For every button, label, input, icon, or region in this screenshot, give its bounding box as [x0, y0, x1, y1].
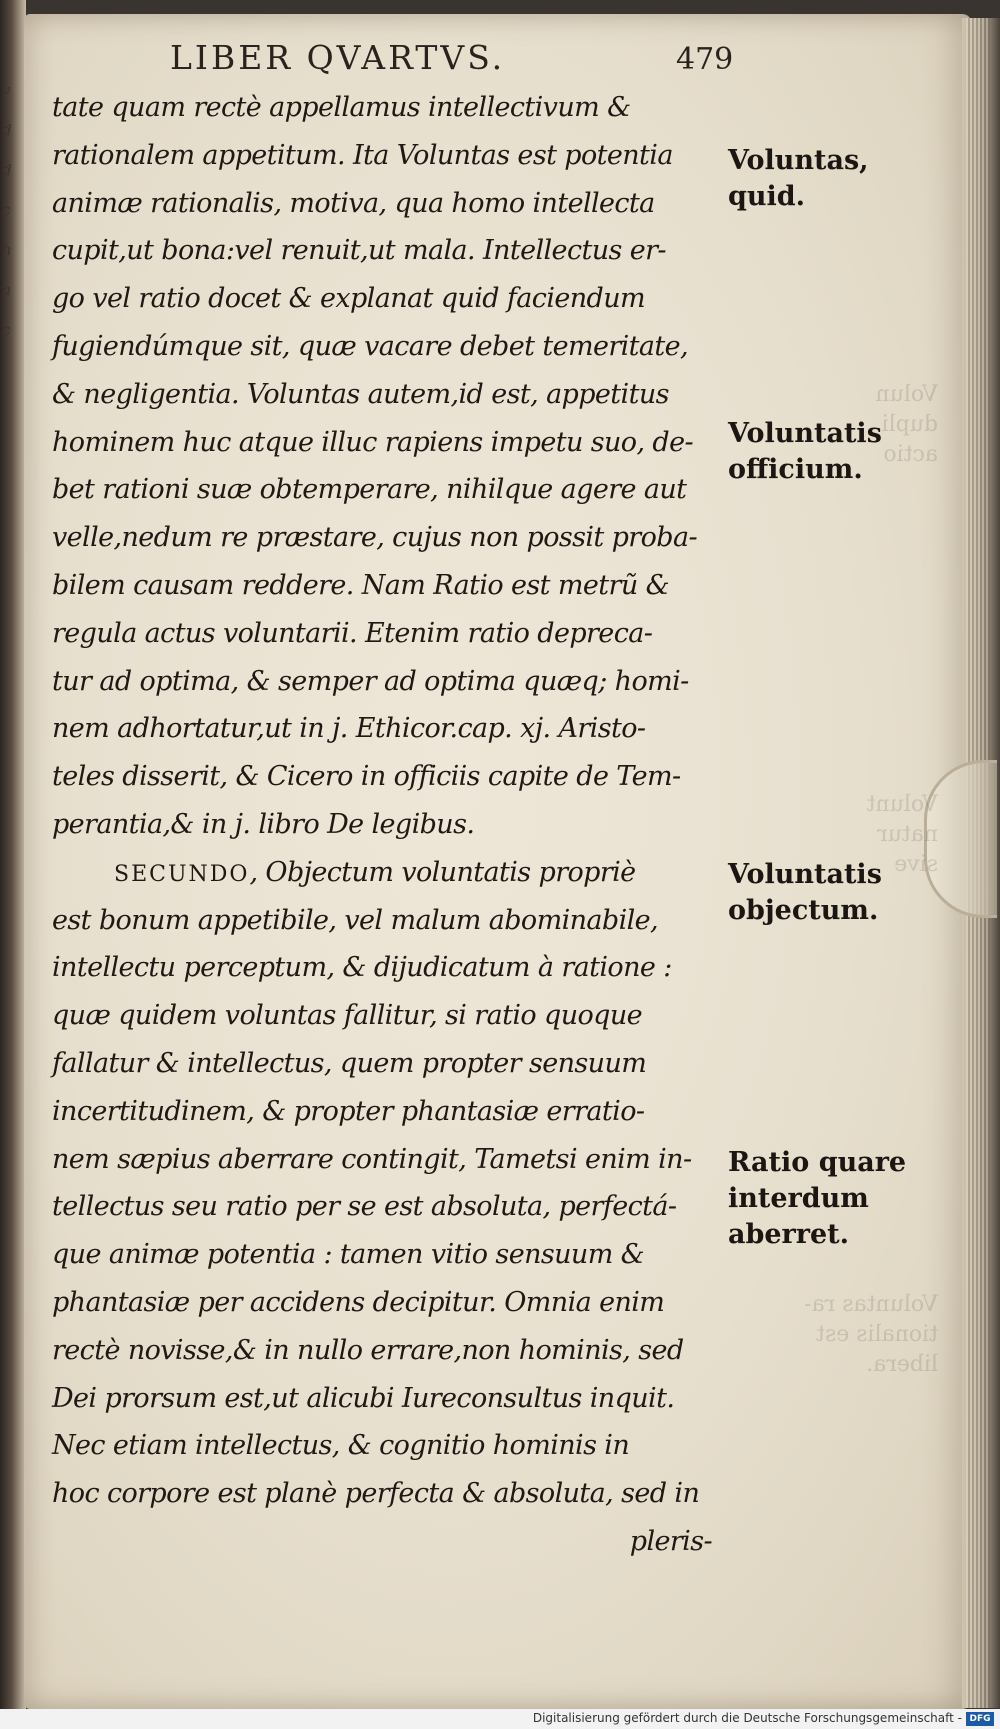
margin-note — [728, 1145, 928, 1253]
text-line: tate quam rectè appellamus intellectivum & — [52, 92, 631, 123]
text-line: tellectus seu ratio per se est absoluta, perfectá- — [52, 1191, 677, 1223]
text-line: est bonum appetibile, vel malum abominabile, — [52, 904, 659, 936]
catchword: pleris- — [629, 1525, 712, 1557]
text-line: Nec etiam intellectus, & cognitio hominis in — [52, 1430, 630, 1462]
margin-note — [728, 143, 928, 215]
text-line: animæ rationalis, motiva, qua homo intellecta — [52, 187, 655, 219]
text-line: & negligentia. Voluntas autem,id est, appetitus — [52, 378, 669, 410]
bleed-through-text: Voluntas ra- tionalis est libera. — [804, 1292, 938, 1377]
footer-bar — [0, 1709, 1000, 1729]
text-line: quæ quidem voluntas fallitur, si ratio quoque — [52, 1000, 643, 1032]
bleed-through-text: Volun dupli actio — [875, 382, 938, 467]
text-line: intellectu perceptum, & dijudicatum à ratione : — [52, 952, 672, 984]
text-line: bilem causam reddere. Nam Ratio est metrũ & — [52, 569, 670, 601]
margin-note-line: objectum. — [728, 895, 879, 926]
margin-note-line: officium. — [728, 454, 863, 485]
text-line: bet rationi suæ obtemperare, nihilque agere aut — [52, 474, 687, 506]
text-line: nem adhortatur,ut in j. Ethicor.cap. xj. Aristo- — [52, 713, 646, 745]
main-text — [52, 84, 722, 1566]
text-line: perantia,& in j. libro De legibus. — [52, 808, 475, 840]
paragraph-lead-word: SECUNDO — [114, 861, 250, 887]
margin-note — [728, 416, 928, 488]
text-line: Dei prorsum est,ut alicubi Iureconsultus inquit. — [52, 1382, 675, 1414]
paragraph-start-line — [52, 849, 722, 897]
page-number: 479 — [676, 42, 734, 77]
text-line: regula actus voluntarii. Etenim ratio depreca- — [52, 617, 653, 649]
page-header — [170, 38, 734, 84]
margin-note-line: Voluntatis — [728, 859, 882, 890]
text-line: hominem huc atque illuc rapiens impetu suo, de- — [52, 426, 693, 458]
text-line: fugiendúmque sit, quæ vacare debet temeritate, — [52, 330, 689, 362]
facing-page-fragment: v d d c h a c — [2, 81, 12, 339]
text-line: que animæ potentia : tamen vitio sensuum & — [52, 1239, 645, 1271]
dfg-logo-icon: DFG — [966, 1712, 994, 1726]
text-line: tur ad optima, & semper ad optima quæq; homi- — [52, 665, 689, 697]
footer-credit: Digitalisierung gefördert durch die Deutsche Forschungsgemeinschaft - — [532, 1711, 962, 1725]
margin-note-line: aberret. — [728, 1219, 850, 1250]
margin-note-line: Voluntas, — [728, 145, 869, 176]
text-line: velle,nedum re præstare, cujus non possit proba- — [52, 522, 697, 554]
text-line: teles disserit, & Cicero in officiis capite de Tem- — [52, 761, 681, 793]
running-head: LIBER QVARTVS. — [170, 38, 506, 77]
margin-note-line: quid. — [728, 181, 806, 212]
margin-note-line: Ratio quare — [728, 1147, 907, 1178]
text-line: incertitudinem, & propter phantasiæ erratio- — [52, 1095, 645, 1127]
text-line: go vel ratio docet & explanat quid faciendum — [52, 283, 645, 315]
text-line: rectè novisse,& in nullo errare,non hominis, sed — [52, 1334, 684, 1366]
text-line: cupit,ut bona:vel renuit,ut mala. Intellectus er- — [52, 235, 666, 267]
text-line: fallatur & intellectus, quem propter sensuum — [52, 1047, 647, 1079]
text-fragment: , Objectum voluntatis propriè — [249, 856, 636, 888]
margin-note-line: Voluntatis — [728, 418, 882, 449]
margin-note-line: interdum — [728, 1183, 869, 1214]
text-line: rationalem appetitum. Ita Voluntas est potentia — [52, 139, 673, 171]
text-line: hoc corpore est planè perfecta & absoluta, sed in — [52, 1478, 700, 1510]
text-line: phantasiæ per accidens decipitur. Omnia enim — [52, 1286, 665, 1318]
margin-note — [728, 857, 928, 929]
bleed-through-text: Volunt natur sive — [866, 792, 938, 877]
text-line: nem sæpius aberrare contingit, Tametsi enim in- — [52, 1143, 692, 1175]
